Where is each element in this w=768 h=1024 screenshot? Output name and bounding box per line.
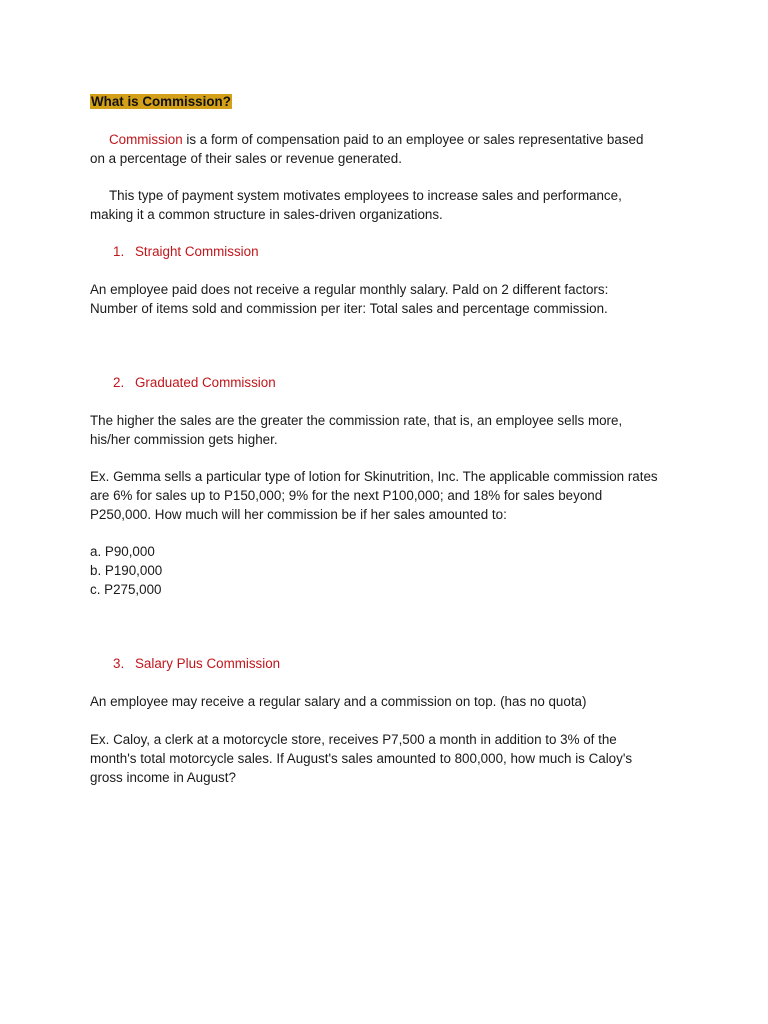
section-2-line-2: his/her commission gets higher. — [90, 432, 278, 447]
section-1-line-2: Number of items sold and commission per iter: Total sales and percentage commission. — [90, 301, 608, 316]
intro-line-1 — [90, 130, 690, 149]
intro-line-1-text: is a form of compensation paid to an employee or sales representative based — [182, 132, 644, 147]
option-c: c. P275,000 — [90, 582, 162, 597]
motivation-line-2: making it a common structure in sales-driven organizations. — [90, 207, 443, 222]
section-1-line-1: An employee paid does not receive a regular monthly salary. Pald on 2 different factors: — [90, 282, 609, 297]
section-3-example — [90, 730, 690, 787]
title-block — [90, 92, 690, 111]
section-2-line-1: The higher the sales are the greater the commission rate, that is, an employee sells more, — [90, 413, 623, 428]
section-1-paragraph — [90, 280, 690, 318]
example-line: are 6% for sales up to P150,000; 9% for the next P100,000; and 18% for sales beyond — [90, 488, 603, 503]
section-3-line-1: An employee may receive a regular salary and a commission on top. (has no quota) — [90, 694, 587, 709]
motivation-paragraph — [90, 186, 690, 224]
example-line: Ex. Gemma sells a particular type of lotion for Skinutrition, Inc. The applicable commission rates — [90, 469, 658, 484]
motivation-line-1: This type of payment system motivates employees to increase sales and performance, — [109, 188, 622, 203]
section-title: Salary Plus Commission — [135, 656, 281, 671]
section-heading-salary-plus-commission — [113, 654, 280, 673]
option-a: a. P90,000 — [90, 544, 155, 559]
intro-line-2: on a percentage of their sales or revenue generated. — [90, 151, 402, 166]
example-line: gross income in August? — [90, 770, 236, 785]
section-2-paragraph — [90, 411, 690, 449]
page-title: What is Commission? — [91, 94, 231, 109]
section-heading-straight-commission — [113, 242, 259, 261]
option-b: b. P190,000 — [90, 563, 163, 578]
intro-paragraph — [90, 130, 690, 168]
section-number: 1. — [113, 244, 125, 259]
section-title: Graduated Commission — [135, 375, 276, 390]
section-2-example — [90, 467, 690, 524]
section-2-options — [90, 542, 690, 599]
section-number: 2. — [113, 375, 125, 390]
example-line: month's total motorcycle sales. If August's sales amounted to 800,000, how much is Caloy's — [90, 751, 633, 766]
example-line: P250,000. How much will her commission be if her sales amounted to: — [90, 507, 507, 522]
example-line: Ex. Caloy, a clerk at a motorcycle store, receives P7,500 a month in addition to 3% of the — [90, 732, 617, 747]
section-3-paragraph — [90, 692, 690, 711]
section-number: 3. — [113, 656, 125, 671]
section-heading-graduated-commission — [113, 373, 276, 392]
section-title: Straight Commission — [135, 244, 259, 259]
commission-term: Commission — [109, 132, 183, 147]
